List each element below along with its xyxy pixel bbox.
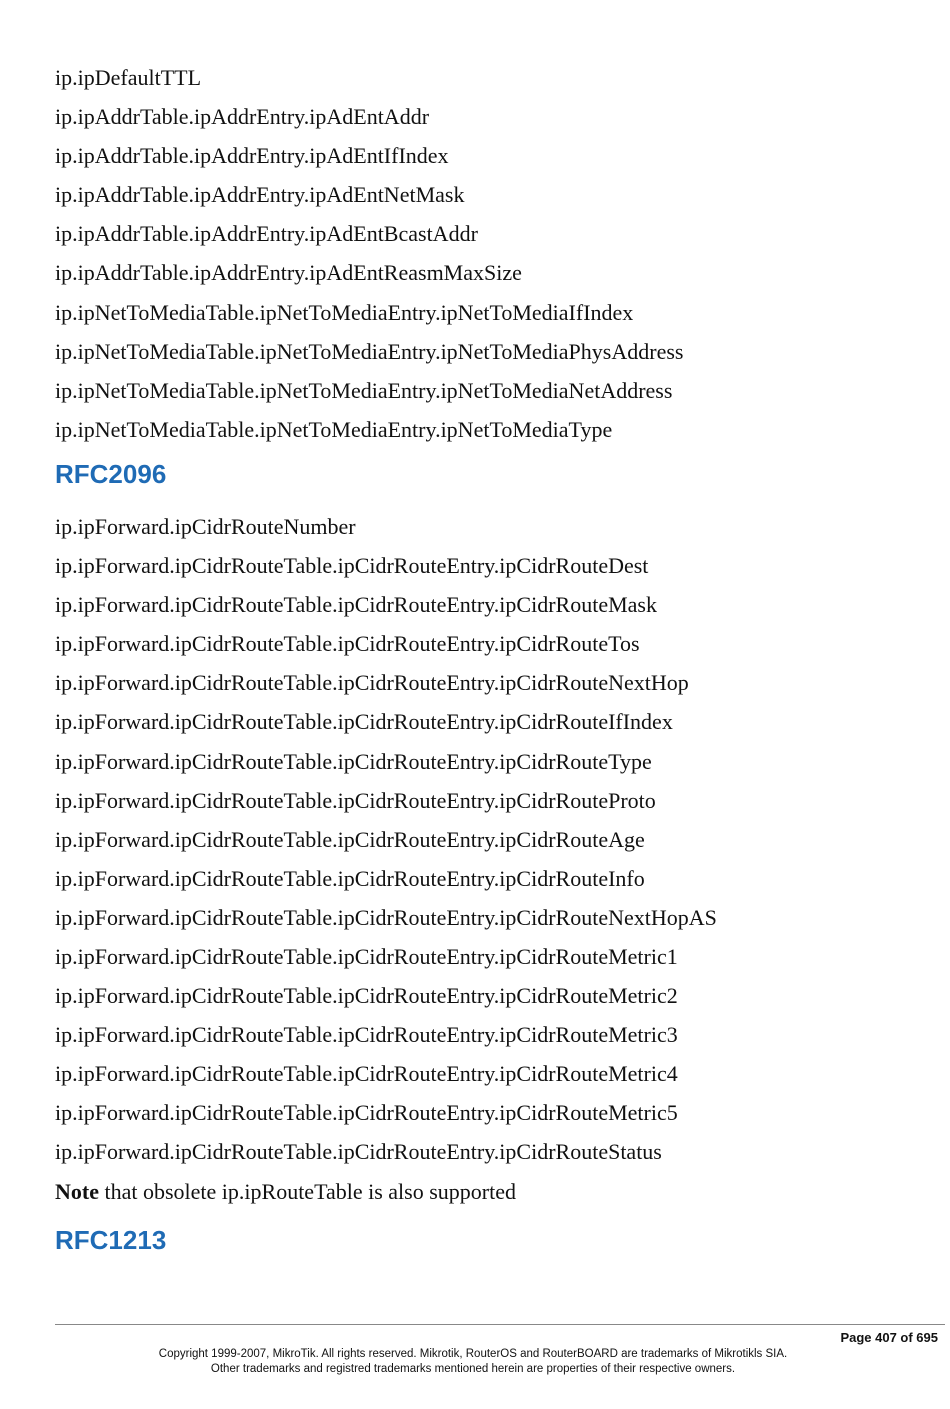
oid-line: ip.ipForward.ipCidrRouteTable.ipCidrRouteEntry.ipCidrRouteInfo <box>55 865 645 891</box>
note-paragraph <box>55 1172 930 1211</box>
oid-line: ip.ipForward.ipCidrRouteTable.ipCidrRouteEntry.ipCidrRouteMetric3 <box>55 1022 678 1048</box>
oid-line: ip.ipAddrTable.ipAddrEntry.ipAdEntBcastAddr <box>55 221 478 247</box>
document-body <box>55 58 930 1255</box>
oid-line: ip.ipForward.ipCidrRouteTable.ipCidrRouteEntry.ipCidrRouteNextHop <box>55 670 689 696</box>
oid-line: ip.ipForward.ipCidrRouteTable.ipCidrRouteEntry.ipCidrRouteDest <box>55 553 649 579</box>
oid-list-ip <box>55 58 930 449</box>
oid-line: ip.ipDefaultTTL <box>55 65 202 90</box>
note-label: Note <box>55 1178 99 1204</box>
note-text: that obsolete ip.ipRouteTable is also supported <box>98 1178 516 1204</box>
oid-line: ip.ipForward.ipCidrRouteTable.ipCidrRouteEntry.ipCidrRouteNextHopAS <box>55 904 717 930</box>
oid-line: ip.ipForward.ipCidrRouteTable.ipCidrRouteEntry.ipCidrRouteType <box>55 748 652 774</box>
oid-line: ip.ipNetToMediaTable.ipNetToMediaEntry.ipNetToMediaType <box>55 416 613 442</box>
oid-line: ip.ipForward.ipCidrRouteTable.ipCidrRouteEntry.ipCidrRouteTos <box>55 631 640 657</box>
oid-line: ip.ipForward.ipCidrRouteTable.ipCidrRouteEntry.ipCidrRouteMetric2 <box>55 983 678 1009</box>
oid-line: ip.ipForward.ipCidrRouteTable.ipCidrRouteEntry.ipCidrRouteIfIndex <box>55 709 673 735</box>
oid-line: ip.ipAddrTable.ipAddrEntry.ipAdEntAddr <box>55 104 430 130</box>
oid-line: ip.ipForward.ipCidrRouteTable.ipCidrRouteEntry.ipCidrRouteStatus <box>55 1139 662 1165</box>
oid-line: ip.ipNetToMediaTable.ipNetToMediaEntry.ipNetToMediaNetAddress <box>55 377 673 403</box>
oid-line: ip.ipForward.ipCidrRouteNumber <box>55 513 356 539</box>
oid-line: ip.ipForward.ipCidrRouteTable.ipCidrRouteEntry.ipCidrRouteMetric5 <box>55 1100 678 1126</box>
copyright-notice <box>0 1347 946 1377</box>
oid-line: ip.ipForward.ipCidrRouteTable.ipCidrRouteEntry.ipCidrRouteAge <box>55 826 645 852</box>
oid-line: ip.ipAddrTable.ipAddrEntry.ipAdEntIfIndex <box>55 143 449 169</box>
oid-line: ip.ipAddrTable.ipAddrEntry.ipAdEntReasmMaxSize <box>55 260 522 286</box>
copyright-line-2: Other trademarks and registred trademarks mentioned herein are properties of their respective owners. <box>210 1363 736 1375</box>
page-number: Page 407 of 695 <box>840 1330 938 1345</box>
oid-line: ip.ipAddrTable.ipAddrEntry.ipAdEntNetMask <box>55 182 465 208</box>
oid-line: ip.ipForward.ipCidrRouteTable.ipCidrRouteEntry.ipCidrRouteMetric4 <box>55 1061 678 1087</box>
oid-line: ip.ipNetToMediaTable.ipNetToMediaEntry.ipNetToMediaIfIndex <box>55 299 634 325</box>
oid-line: ip.ipNetToMediaTable.ipNetToMediaEntry.ipNetToMediaPhysAddress <box>55 338 684 364</box>
section-heading-rfc1213: RFC1213 <box>55 1224 167 1255</box>
copyright-line-1: Copyright 1999-2007, MikroTik. All rights reserved. Mikrotik, RouterOS and RouterBOARD are trademarks of Mikrotikls SIA. <box>158 1348 788 1360</box>
footer-divider <box>55 1324 945 1325</box>
oid-list-rfc2096 <box>55 507 930 1172</box>
oid-line: ip.ipForward.ipCidrRouteTable.ipCidrRouteEntry.ipCidrRouteMetric1 <box>55 943 678 969</box>
section-heading-rfc2096: RFC2096 <box>55 458 167 489</box>
oid-line: ip.ipForward.ipCidrRouteTable.ipCidrRouteEntry.ipCidrRouteMask <box>55 592 657 618</box>
oid-line: ip.ipForward.ipCidrRouteTable.ipCidrRouteEntry.ipCidrRouteProto <box>55 787 656 813</box>
